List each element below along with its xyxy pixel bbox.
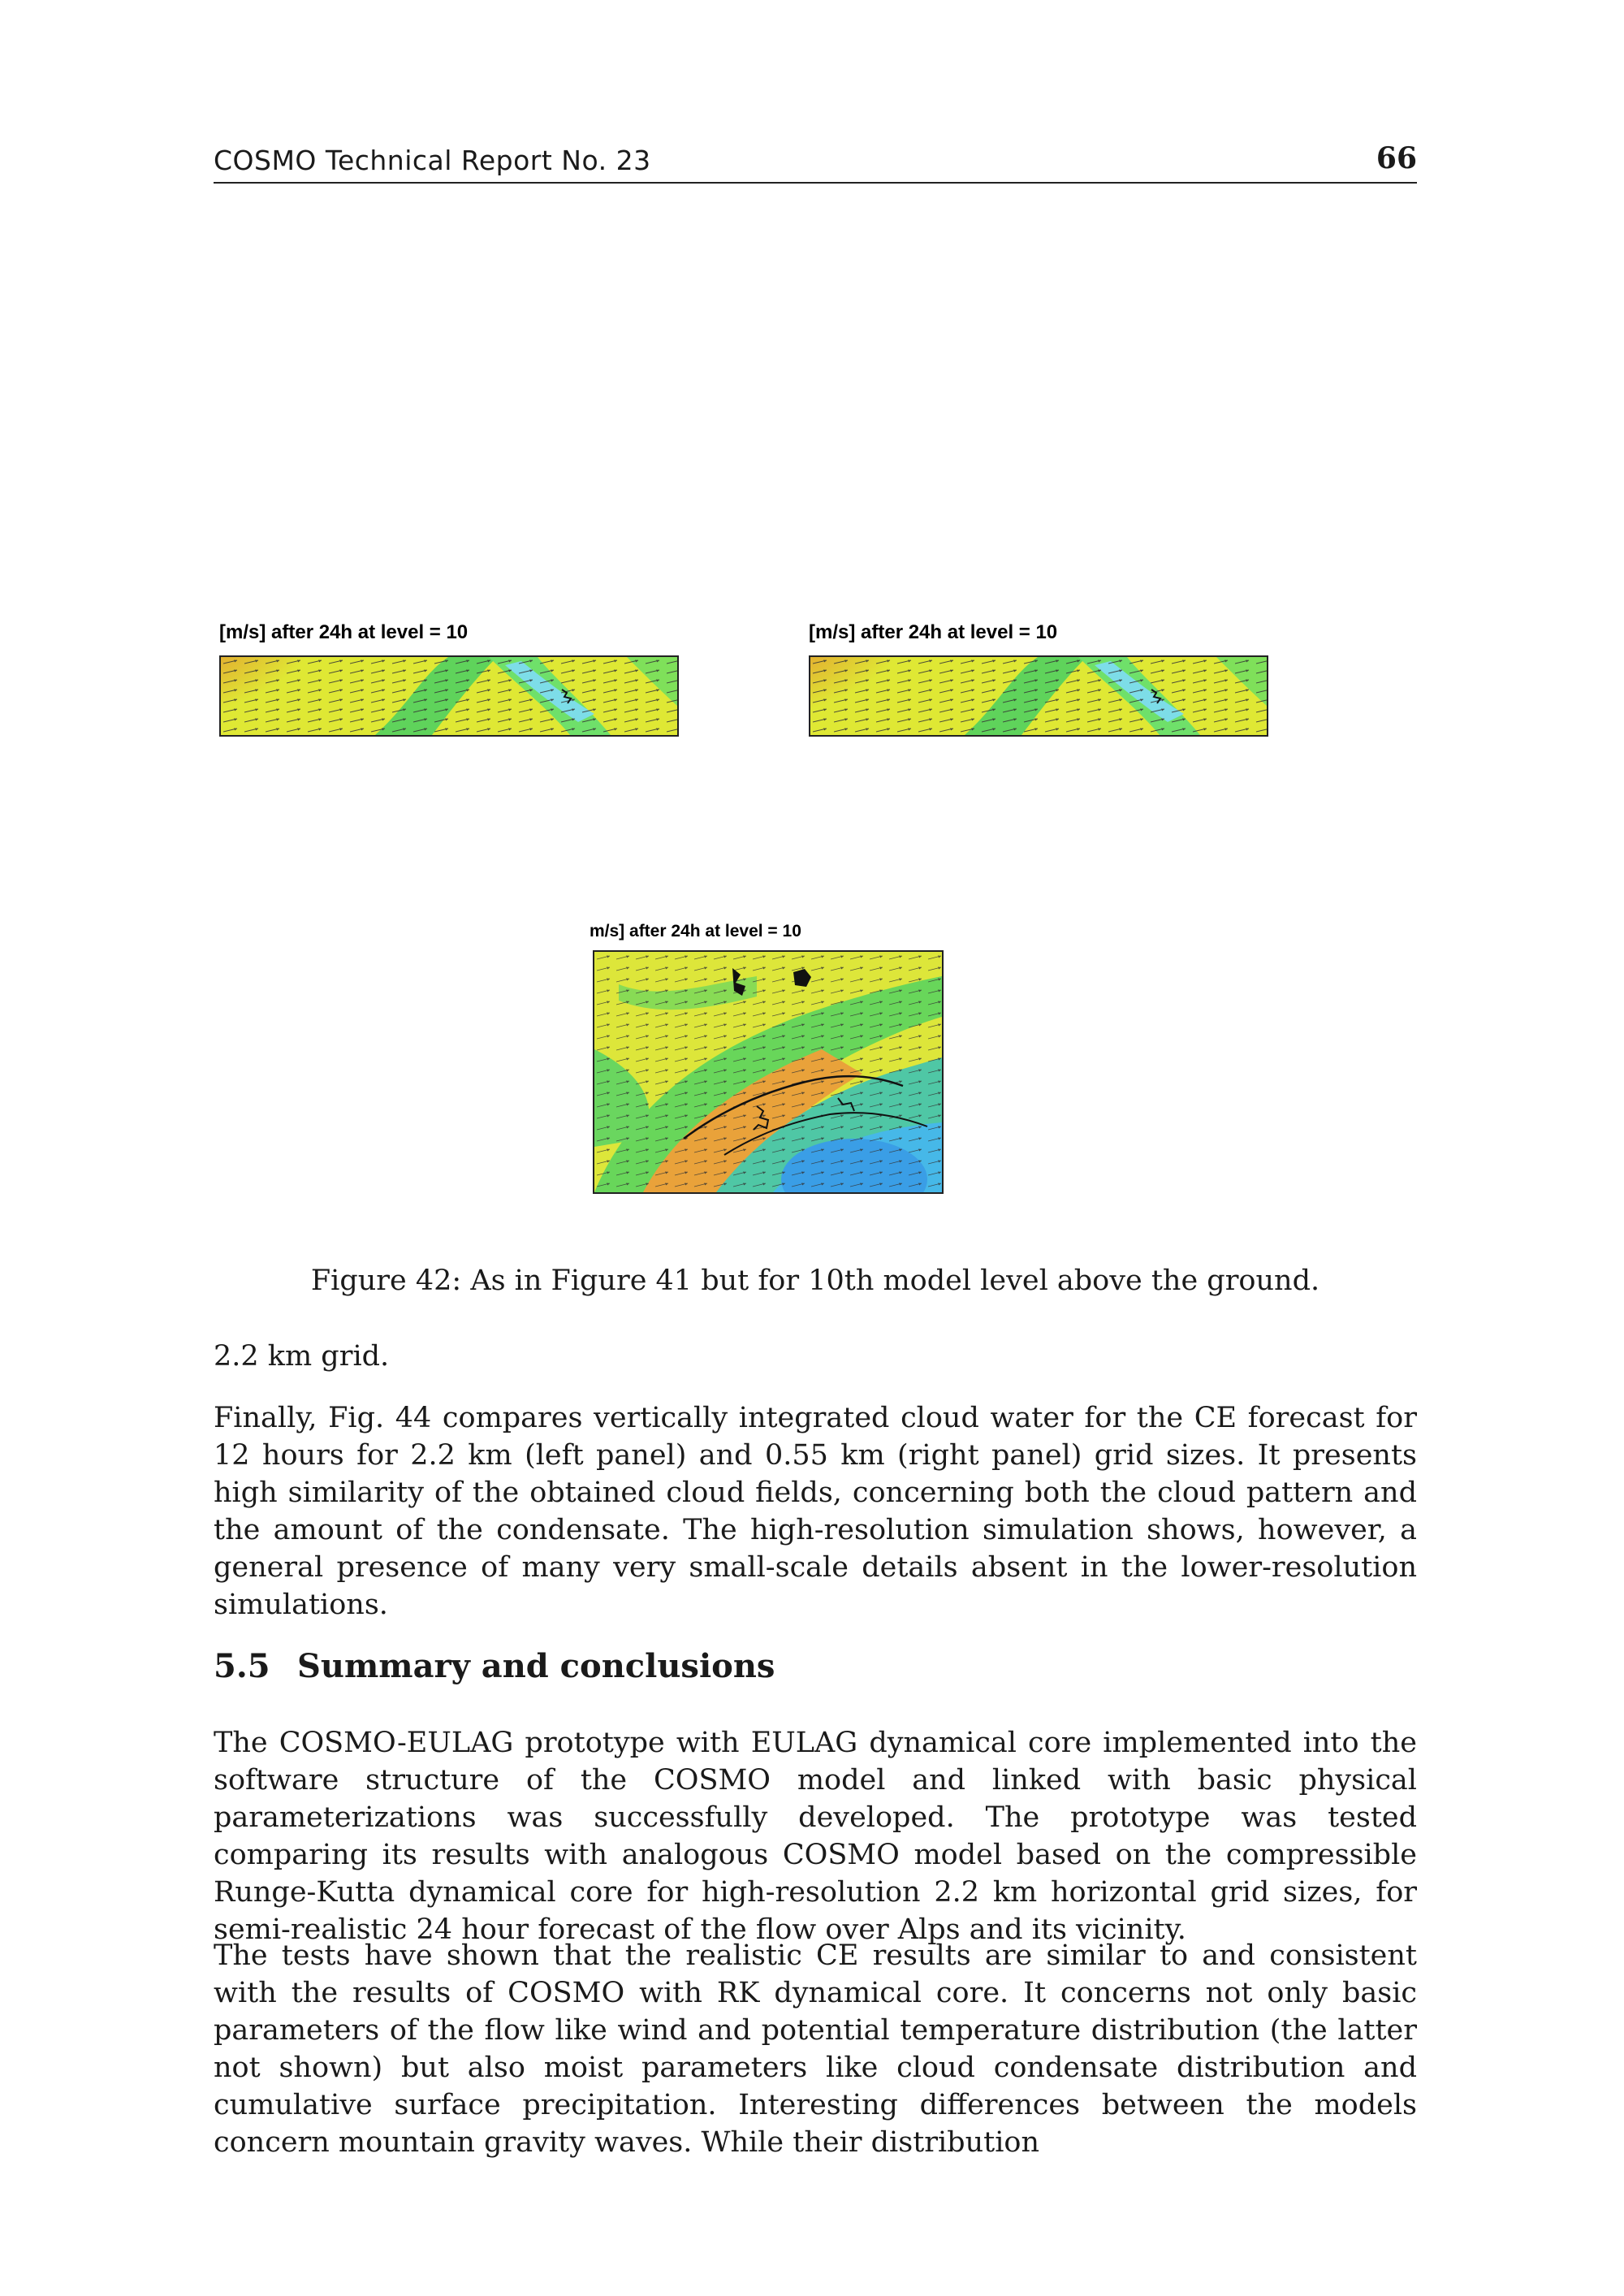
paragraph: 2.2 km grid. <box>214 1340 390 1373</box>
paragraph: The COSMO-EULAG prototype with EULAG dynamical core implemented into the software structure of the COSMO model and linked with basic physical parameterizations was successfully developed. The prototype was tested comparing its results with analogous COSMO model based on the compressible Runge-Kutta dynamical core for high-resolution 2.2 km horizontal grid sizes, for semi-realistic 24 hour forecast of the flow over Alps and its vicinity. <box>214 1727 1417 1946</box>
wind-field-plot <box>219 655 679 737</box>
paragraph: The tests have shown that the realistic CE results are similar to and consistent with the results of COSMO with RK dynamical core. It concerns not only basic parameters of the flow like wind and potential temperature distribution (the latter not shown) but also moist parameters like cloud condensate distribution and cumulative surface precipitation. Interesting differences between the models concern mountain gravity waves. While their distribution <box>214 1939 1417 2159</box>
figure-panel-left <box>219 621 690 743</box>
running-header <box>214 140 1417 184</box>
figure-caption: Figure 42: As in Figure 41 but for 10th model level above the ground. <box>310 1265 1320 1297</box>
paragraph: Finally, Fig. 44 compares vertically integrated cloud water for the CE forecast for 12 hours for 2.2 km (left panel) and 0.55 km (right panel) grid sizes. It presents high similarity of the obtained cloud fields, concerning both the cloud pattern and the amount of the condensate. The high-resolution simulation shows, however, a general presence of many very small-scale details absent in the lower-resolution simulations. <box>214 1402 1417 1621</box>
wind-field-plot <box>593 950 944 1194</box>
page-number: 66 <box>1376 141 1417 175</box>
panel-title: [m/s] after 24h at level = 10 <box>809 621 1058 643</box>
section-heading <box>214 1647 775 1685</box>
figure-panel-bottom <box>590 922 947 1198</box>
section-title: Summary and conclusions <box>297 1647 775 1685</box>
section-number: 5.5 <box>214 1647 270 1685</box>
panel-title: [m/s] after 24h at level = 10 <box>219 621 469 643</box>
wind-field-plot <box>809 655 1268 737</box>
panel-title: m/s] after 24h at level = 10 <box>590 922 801 940</box>
report-title: COSMO Technical Report No. 23 <box>214 145 651 176</box>
figure-panel-right <box>809 621 1280 743</box>
